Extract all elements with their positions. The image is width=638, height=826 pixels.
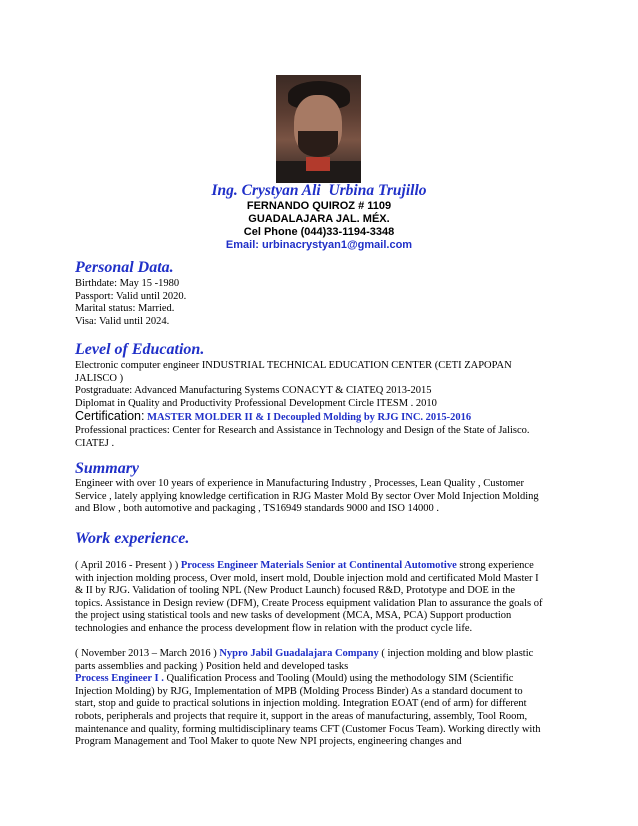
education-block (75, 360, 545, 450)
personal-data-title: Personal Data. (75, 259, 174, 276)
email-link[interactable]: Email: urbinacrystyan1@gmail.com (225, 239, 413, 251)
job1-role: Process Engineer Materials Senior at Continental Automotive (180, 560, 457, 571)
marital-status: Marital status: Married. (75, 303, 175, 315)
summary-paragraph: Engineer with over 10 years of experience in Manufacturing Industry , Processes, Lean Quality , Customer Service , lately applying knowledge certification in RJG Master Mold By sector Over Mold Injection Molding and Blow , both automotive and packaging , TS16949 standards 9000 and ISO 14000 . (75, 478, 539, 515)
personal-data-list (75, 278, 545, 328)
education-practices: Professional practices: Center for Research and Assistance in Technology and Design of the State of Jalisco. CIATEJ . (75, 424, 530, 449)
profile-photo (276, 75, 361, 183)
job2-description: Qualification Process and Tooling (Mould) using the methodology SIM (Scientific Injection Molding) by RJG, Implementation of MPB (Molding Process Binder) As a standard document to start, stop and guide to practical solutions in injection molding. Integration EOAT (end of arm) for different robots, peripherals and projects that require it, support in the areas of manufacturing, assembly, Tool Room, maintenance and quality, forming multidisciplinary teams CFT (Customer Focus Team). Working directly with Program Management and Tool Maker to quote New NPI projects, engineering changes and (75, 673, 541, 748)
job2-company: Nypro Jabil Guadalajara Company (219, 648, 379, 659)
candidate-name: Ing. Crystyan Ali Urbina Trujillo (211, 182, 427, 199)
birthdate: Birthdate: May 15 -1980 (75, 278, 180, 289)
visa: Visa: Valid until 2024. (75, 315, 170, 327)
education-diploma: Diplomat in Quality and Productivity Professional Development Circle ITESM . 2010 (75, 397, 437, 409)
phone: Cel Phone (044)33-1194-3348 (243, 226, 395, 238)
job2-role: Process Engineer I . (75, 673, 164, 685)
job2-period: ( November 2013 – March 2016 ) (75, 648, 217, 659)
education-certification (75, 410, 545, 425)
work-experience-title: Work experience. (75, 530, 190, 547)
education-degree: Electronic computer engineer INDUSTRIAL TECHNICAL EDUCATION CENTER (CETI ZAPOPAN JALISCO ) (75, 360, 512, 384)
certification-label: Certification: (75, 409, 145, 424)
job-nypro (75, 648, 545, 749)
job1-description: strong experience with injection molding process, Over mold, insert mold, Double injection mold and certificated Mold Master I & II by RJG. Validation of tooling NPL (New Product Launch) focused R&D, Prototype and DOE in the topics. Assistance in Design review (DFM), Create Process equipment validation Plan to assurance the goals of the project using statistical tools and new tasks of development (MCA, MSA, PCA) Support production technologies and enhance the process development flow in relation with the product cycle life. (75, 560, 543, 634)
address-line-2: GUADALAJARA JAL. MÉX. (248, 213, 390, 225)
passport: Passport: Valid until 2020. (75, 290, 187, 302)
job2-context: ( injection molding and blow plastic parts assemblies and packing ) Position held and developed tasks (75, 648, 534, 672)
education-postgraduate: Postgraduate: Advanced Manufacturing Systems CONACYT & CIATEQ 2013-2015 (75, 385, 432, 397)
job-continental (75, 560, 545, 636)
contact-header (0, 182, 638, 252)
address-line-1: FERNANDO QUIROZ # 1109 (246, 200, 392, 212)
certification-value: MASTER MOLDER II & I Decoupled Molding by RJG INC. 2015-2016 (147, 412, 472, 424)
education-title: Level of Education. (75, 341, 205, 358)
summary-text (75, 478, 545, 516)
summary-title: Summary (75, 460, 140, 477)
job1-period: ( April 2016 - Present ) ) (75, 560, 179, 571)
